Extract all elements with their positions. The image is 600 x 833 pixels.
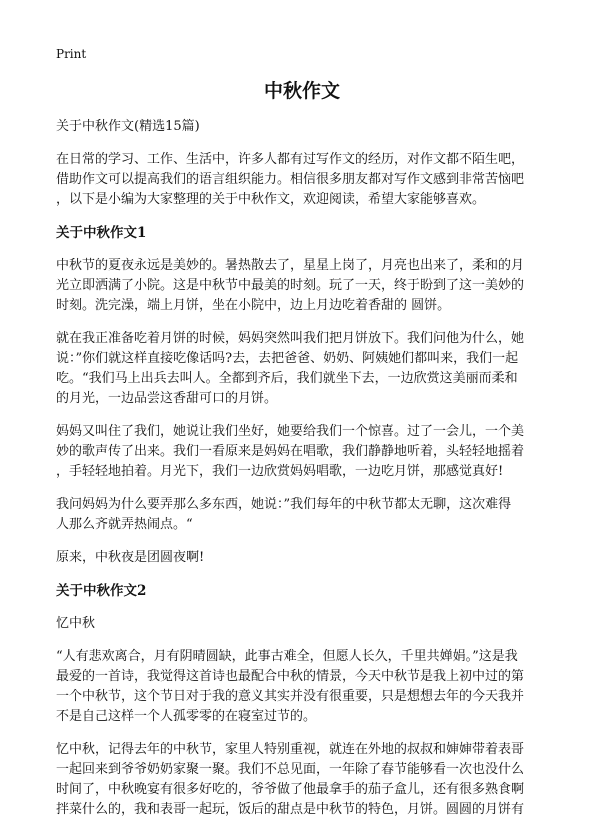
print-label[interactable]: Print xyxy=(56,47,87,61)
text-line: 最爱的一首诗，我觉得这首诗也最配合中秋的情景，今天中秋节是我上初中过的第 xyxy=(56,669,525,684)
text-line: 我问妈妈为什么要弄那么多东西，她说：”我们每年的中秋节都太无聊，这次难得 xyxy=(56,497,512,512)
section1-paragraph-3 xyxy=(56,422,548,482)
section2-subtitle: 忆中秋 xyxy=(56,616,96,631)
text-line: ，以下是小编为大家整理的关于中秋作文，欢迎阅读，希望大家能够喜欢。 xyxy=(56,192,486,207)
text-line: ，手轻轻地拍着。月光下，我们一边欣赏妈妈唱歌，一边吃月饼，那感觉真好! xyxy=(56,464,504,479)
text-line: 拌菜什么的，我和表哥一起玩，饭后的甜点是中秋节的特色，月饼。圆圆的月饼有 xyxy=(56,802,525,817)
section2-paragraph-2 xyxy=(56,740,548,820)
intro-paragraph xyxy=(56,150,548,210)
section-heading-2: 关于中秋作文2 xyxy=(56,583,147,599)
section2-paragraph-1 xyxy=(56,647,548,727)
text-line: 吃。“我们马上出兵去叫人。全都到齐后，我们就坐下去，一边欣赏这美丽而柔和 xyxy=(56,371,518,386)
page-title: 中秋作文 xyxy=(263,80,340,102)
text-line: 在日常的学习、工作、生活中，许多人都有过写作文的经历，对作文都不陌生吧， xyxy=(56,152,525,167)
text-line: 一个中秋节，这个节日对于我的意义其实并没有很重要，只是想想去年的今天我并 xyxy=(56,689,525,704)
text-line: 时刻。洗完澡，端上月饼，坐在小院中，边上月边吃着香甜的 圆饼。 xyxy=(56,298,451,313)
text-line: 借助作文可以提高我们的语言组织能力。相信很多朋友都对写作文感到非常苦恼吧 xyxy=(56,172,525,187)
text-line: 中秋节的夏夜永远是美妙的。暑热散去了，星星上岗了，月亮也出来了，柔和的月 xyxy=(56,258,525,273)
text-line: 就在我正准备吃着月饼的时候，妈妈突然叫我们把月饼放下。我们问他为什么，她 xyxy=(56,331,525,346)
intro-line-text: 关于中秋作文(精选15篇) xyxy=(56,119,200,134)
section-heading-1: 关于中秋作文1 xyxy=(56,225,147,241)
section1-paragraph-5 xyxy=(56,548,548,568)
text-line: 忆中秋，记得去年的中秋节，家里人特别重视，就连在外地的叔叔和婶婶带着表哥 xyxy=(56,742,525,757)
text-line: 不是自己这样一个人孤零零的在寝室过节的。 xyxy=(56,709,317,724)
section1-paragraph-2 xyxy=(56,329,548,409)
text-line: 妙的歌声传了出来。我们一看原来是妈妈在唱歌，我们静静地听着，头轻轻地摇着 xyxy=(56,444,525,459)
text-line: 的月光，一边品尝这香甜可口的月饼。 xyxy=(56,391,278,406)
text-line: 一起回来到爷爷奶奶家聚一聚。我们不总见面，一年除了春节能够看一次也没什么 xyxy=(56,762,525,777)
text-line: “人有悲欢离合，月有阴晴圆缺，此事古难全，但愿人长久，千里共婵娟。”这是我 xyxy=(56,649,518,664)
document-body xyxy=(56,117,548,833)
text-line: 说：”你们就这样直接吃像话吗?去，去把爸爸、奶奶、阿姨她们都叫来，我们一起 xyxy=(56,351,519,366)
text-line: 原来，中秋夜是团圆夜啊! xyxy=(56,550,205,565)
section1-paragraph-4 xyxy=(56,495,548,535)
intro-line xyxy=(56,117,548,137)
text-line: 光立即洒满了小院。这是中秋节中最美的时刻。玩了一天，终于盼到了这一美妙的 xyxy=(56,278,525,293)
text-line: 人那么齐就弄热闹点。“ xyxy=(56,517,193,532)
text-line: 妈妈又叫住了我们，她说让我们坐好，她要给我们一个惊喜。过了一会儿，一个美 xyxy=(56,424,525,439)
section1-paragraph-1 xyxy=(56,256,548,316)
text-line: 时间了，中秋晚宴有很多好吃的，爷爷做了他最拿手的茄子盒儿，还有很多熟食啊 xyxy=(56,782,525,797)
